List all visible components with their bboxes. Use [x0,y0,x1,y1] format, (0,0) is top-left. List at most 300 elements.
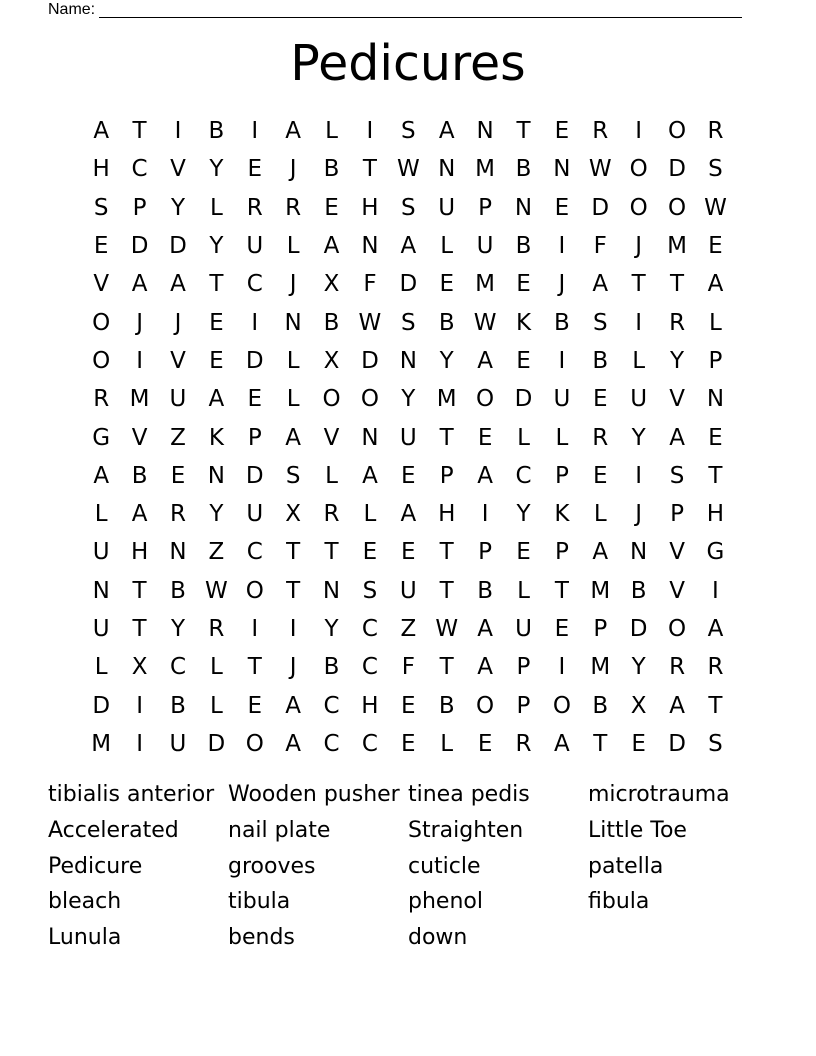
grid-letter: N [476,118,494,145]
grid-letter: A [592,271,609,298]
grid-letter: L [286,233,300,260]
grid-letter: Y [516,501,531,528]
grid-letter: K [208,424,224,451]
grid-letter: R [208,616,225,642]
grid-letter: B [170,577,186,604]
grid-letter: I [251,309,259,336]
grid-letter: U [630,386,648,413]
grid-letter: S [93,194,109,221]
word-list-item [588,920,768,956]
grid-letter: D [629,616,648,642]
grid-letter: O [476,692,495,719]
grid-letter: M [590,654,611,681]
grid-letter: O [629,156,648,183]
grid-letter: O [668,616,687,642]
grid-letter: D [130,233,149,260]
grid-letter: O [476,386,495,413]
grid-letter: T [132,577,147,604]
grid-letter: H [706,501,725,528]
grid-letter: T [631,271,646,298]
word-list-item: phenol [408,889,483,915]
grid-letter: W [704,194,727,221]
grid-letter: A [93,118,110,145]
grid-letter: T [209,271,224,298]
word-list-item: cuticle [408,853,481,879]
grid-letter: W [204,577,228,604]
grid-letter: U [246,233,264,260]
grid-letter: E [401,730,416,757]
grid-letter: L [286,386,300,413]
grid-letter: D [245,347,264,374]
grid-letter: U [246,501,264,528]
grid-letter: J [289,654,297,681]
grid-letter: E [362,539,378,566]
grid-letter: S [285,462,301,489]
grid-letter: D [207,730,226,757]
grid-letter: B [131,462,148,489]
grid-letter: M [590,577,611,604]
grid-letter: J [558,271,566,298]
grid-letter: P [516,692,531,719]
grid-letter: P [516,654,531,681]
grid-letter: W [396,156,420,183]
grid-letter: B [515,233,532,260]
grid-letter: A [669,692,685,719]
grid-letter: I [251,118,259,145]
grid-letter: X [630,692,647,719]
grid-letter: E [516,271,531,298]
grid-letter: L [209,654,223,681]
grid-letter: J [289,156,297,183]
grid-letter: N [706,386,725,413]
grid-letter: E [401,462,416,489]
grid-letter: I [289,616,297,642]
grid-letter: I [136,692,143,719]
grid-letter: P [247,424,262,451]
grid-letter: H [361,692,379,719]
grid-letter: P [554,462,569,489]
grid-letter: E [593,462,608,489]
grid-letter: U [476,233,494,260]
word-list-item: grooves [228,853,316,879]
grid-letter: I [712,577,719,604]
word-list-item: nail plate [228,818,331,844]
grid-letter: A [285,424,302,451]
grid-letter: H [361,194,379,221]
grid-letter: I [635,309,643,336]
grid-letter: B [592,347,609,374]
grid-letter: I [558,654,566,681]
grid-letter: R [515,730,532,757]
grid-letter: N [630,539,648,566]
grid-letter: Y [209,233,224,260]
grid-letter: V [669,577,685,604]
grid-letter: O [668,194,687,221]
grid-letter: D [514,386,533,413]
grid-letter: O [92,347,111,374]
grid-letter: N [514,194,533,221]
grid-letter: B [438,692,455,719]
grid-letter: D [92,692,111,719]
grid-letter: B [438,309,455,336]
grid-letter: Y [439,347,454,374]
grid-letter: X [131,654,148,681]
grid-letter: Z [170,424,186,451]
grid-letter: E [593,386,608,413]
grid-letter: A [400,233,417,260]
grid-letter: A [131,271,148,298]
grid-letter: T [516,118,531,145]
grid-letter: D [245,462,264,489]
page-title: Pedicures [290,35,526,92]
grid-letter: S [362,577,378,604]
grid-letter: N [361,424,379,451]
grid-letter: I [174,118,182,145]
grid-letter: V [131,424,148,451]
grid-letter: H [92,156,110,183]
grid-letter: B [323,156,340,183]
grid-letter: U [169,730,187,757]
grid-letter: C [361,654,378,681]
grid-letter: A [477,347,493,374]
grid-letter: J [174,309,182,336]
grid-letter: Y [324,616,339,642]
grid-letter: S [592,309,608,336]
grid-letter: A [131,501,148,528]
grid-letter: Y [401,386,416,413]
grid-letter: E [93,233,109,260]
grid-letter: T [593,730,608,757]
grid-letter: C [246,271,263,298]
grid-letter: I [251,616,259,642]
grid-letter: R [285,194,302,221]
grid-letter: O [360,386,379,413]
grid-letter: T [708,462,723,489]
word-list-item: Little Toe [588,818,687,844]
grid-letter: O [629,194,648,221]
grid-letter: C [246,539,263,566]
grid-letter: T [708,692,723,719]
grid-letter: E [554,194,570,221]
grid-letter: G [706,539,725,566]
grid-letter: A [477,462,493,489]
grid-letter: X [285,501,302,528]
grid-letter: E [477,424,493,451]
grid-letter: P [593,616,608,642]
grid-letter: J [136,309,143,336]
grid-letter: T [439,539,454,566]
grid-letter: N [92,577,110,604]
grid-letter: E [516,347,531,374]
grid-letter: V [170,156,186,183]
grid-letter: A [362,462,378,489]
grid-letter: F [593,233,607,260]
grid-letter: Y [209,156,224,183]
grid-letter: T [247,654,262,681]
grid-letter: M [667,233,687,260]
grid-letter: A [477,654,493,681]
grid-letter: O [552,692,571,719]
grid-letter: L [325,462,338,489]
grid-letter: Z [400,616,417,642]
grid-letter: E [554,616,570,642]
grid-letter: T [670,271,685,298]
grid-letter: R [669,654,686,681]
grid-letter: I [635,462,643,489]
grid-letter: C [361,730,378,757]
grid-letter: O [322,386,341,413]
grid-letter: W [473,309,497,336]
grid-letter: A [707,271,724,298]
grid-letter: L [286,347,300,374]
grid-letter: T [132,616,147,642]
letter-grid [82,112,735,763]
grid-letter: S [401,309,416,336]
grid-letter: E [708,424,723,451]
grid-letter: E [708,233,723,260]
grid-letter: A [208,386,225,413]
grid-letter: T [324,539,339,566]
grid-letter: I [558,233,566,260]
grid-letter: P [670,501,684,528]
grid-letter: L [517,577,530,604]
grid-letter: L [709,309,722,336]
grid-letter: H [130,539,149,566]
grid-letter: E [401,692,416,719]
grid-letter: A [554,730,570,757]
grid-letter: J [635,501,643,528]
grid-letter: C [361,616,378,642]
grid-letter: R [707,654,724,681]
grid-letter: A [438,118,455,145]
grid-letter: A [707,616,724,642]
grid-letter: E [439,271,454,298]
name-field [48,0,742,18]
grid-letter: K [554,501,570,528]
grid-letter: E [631,730,646,757]
grid-letter: T [439,577,454,604]
grid-letter: X [323,271,340,298]
grid-letter: V [669,539,685,566]
grid-letter: I [136,730,143,757]
word-list-item: tibula [228,889,291,915]
grid-letter: A [669,424,685,451]
grid-letter: L [94,501,108,528]
grid-letter: A [285,730,302,757]
grid-letter: I [366,118,374,145]
grid-letter: I [136,347,143,374]
grid-letter: L [440,730,454,757]
grid-letter: C [323,730,340,757]
grid-letter: Y [170,194,185,221]
grid-letter: B [208,118,225,145]
grid-letter: L [593,501,607,528]
grid-letter: R [592,424,609,451]
grid-letter: I [558,347,566,374]
grid-letter: Y [670,347,685,374]
grid-letter: O [245,730,264,757]
word-list-item: tinea pedis [408,782,530,808]
grid-letter: T [362,156,377,183]
grid-letter: J [289,271,297,298]
grid-letter: R [169,501,186,528]
grid-letter: V [669,386,685,413]
word-list-item: Lunula [48,925,122,951]
grid-letter: T [554,577,569,604]
grid-letter: L [209,194,223,221]
grid-letter: P [439,462,454,489]
grid-letter: M [475,156,496,183]
grid-letter: D [668,730,686,757]
grid-letter: D [169,233,187,260]
grid-letter: R [93,386,110,413]
grid-letter: W [435,616,459,642]
grid-letter: E [170,462,186,489]
grid-letter: C [169,654,186,681]
grid-letter: T [439,424,454,451]
grid-letter: E [247,386,263,413]
grid-letter: L [440,233,454,260]
grid-letter: L [363,501,377,528]
grid-letter: N [438,156,456,183]
grid-letter: B [323,654,340,681]
word-list-item: tibialis anterior [48,782,215,808]
grid-letter: E [477,730,493,757]
grid-letter: B [553,309,570,336]
grid-letter: P [554,539,569,566]
grid-letter: M [436,386,457,413]
grid-letter: S [401,194,416,221]
grid-letter: E [209,309,224,336]
grid-letter: L [555,424,569,451]
grid-letter: B [323,309,340,336]
grid-letter: A [477,616,493,642]
grid-letter: T [439,654,454,681]
word-list-item: Accelerated [48,818,179,844]
grid-letter: I [635,118,643,145]
grid-letter: D [668,156,686,183]
word-list [48,777,768,955]
grid-letter: M [475,271,496,298]
grid-letter: J [635,233,643,260]
name-label: Name: [48,1,96,18]
grid-letter: M [91,730,112,757]
grid-letter: S [669,462,685,489]
grid-letter: P [478,194,493,221]
grid-letter: N [169,539,187,566]
grid-letter: O [92,309,111,336]
grid-letter: L [94,654,108,681]
word-list-item: Straighten [408,818,524,844]
grid-letter: E [324,194,339,221]
grid-letter: B [592,692,609,719]
word-list-item: fibula [588,889,650,915]
grid-letter: A [170,271,186,298]
grid-letter: S [708,156,723,183]
grid-letter: A [323,233,340,260]
grid-letter: P [132,194,147,221]
grid-letter: R [707,118,724,145]
grid-letter: U [438,194,456,221]
grid-letter: N [361,233,379,260]
grid-letter: R [323,501,340,528]
name-blank-line [99,3,742,18]
grid-letter: P [708,347,723,374]
word-list-item: down [408,925,468,951]
grid-letter: S [401,118,416,145]
grid-letter: R [592,118,609,145]
grid-letter: U [553,386,571,413]
grid-letter: Y [209,501,224,528]
grid-letter: A [93,462,110,489]
grid-letter: S [708,730,723,757]
grid-letter: Y [170,616,185,642]
grid-letter: L [209,692,223,719]
grid-letter: V [93,271,110,298]
grid-letter: W [588,156,612,183]
grid-letter: B [630,577,647,604]
grid-letter: Y [631,654,646,681]
grid-letter: M [129,386,150,413]
grid-letter: U [92,616,110,642]
grid-letter: Z [208,539,225,566]
grid-letter: U [515,616,532,642]
grid-letter: T [286,539,301,566]
word-list-item: Wooden pusher [228,782,400,808]
grid-letter: E [247,692,263,719]
grid-letter: L [632,347,646,374]
grid-letter: R [246,194,263,221]
grid-letter: E [554,118,570,145]
word-list-item: patella [588,853,664,879]
grid-letter: A [592,539,609,566]
grid-letter: L [325,118,338,145]
grid-letter: H [438,501,456,528]
grid-letter: N [284,309,302,336]
grid-letter: R [669,309,686,336]
grid-letter: D [591,194,610,221]
word-list-item: Pedicure [48,853,143,879]
grid-letter: U [399,577,417,604]
grid-letter: E [401,539,416,566]
grid-letter: A [400,501,417,528]
grid-letter: T [132,118,147,145]
grid-letter: K [515,309,532,336]
grid-letter: F [363,271,377,298]
grid-letter: N [553,156,571,183]
word-list-item: bends [228,925,295,951]
grid-letter: O [668,118,687,145]
grid-letter: V [170,347,186,374]
grid-letter: A [285,118,302,145]
grid-letter: Y [631,424,646,451]
grid-letter: P [478,539,493,566]
grid-letter: L [517,424,530,451]
grid-letter: B [515,156,532,183]
grid-letter: D [399,271,418,298]
grid-letter: D [361,347,379,374]
word-list-item: microtrauma [588,782,730,808]
grid-letter: U [399,424,417,451]
grid-letter: U [169,386,187,413]
grid-letter: N [399,347,417,374]
grid-letter: V [323,424,340,451]
grid-letter: T [286,577,301,604]
grid-letter: C [515,462,532,489]
grid-letter: E [247,156,263,183]
grid-letter: E [209,347,224,374]
grid-letter: U [92,539,110,566]
